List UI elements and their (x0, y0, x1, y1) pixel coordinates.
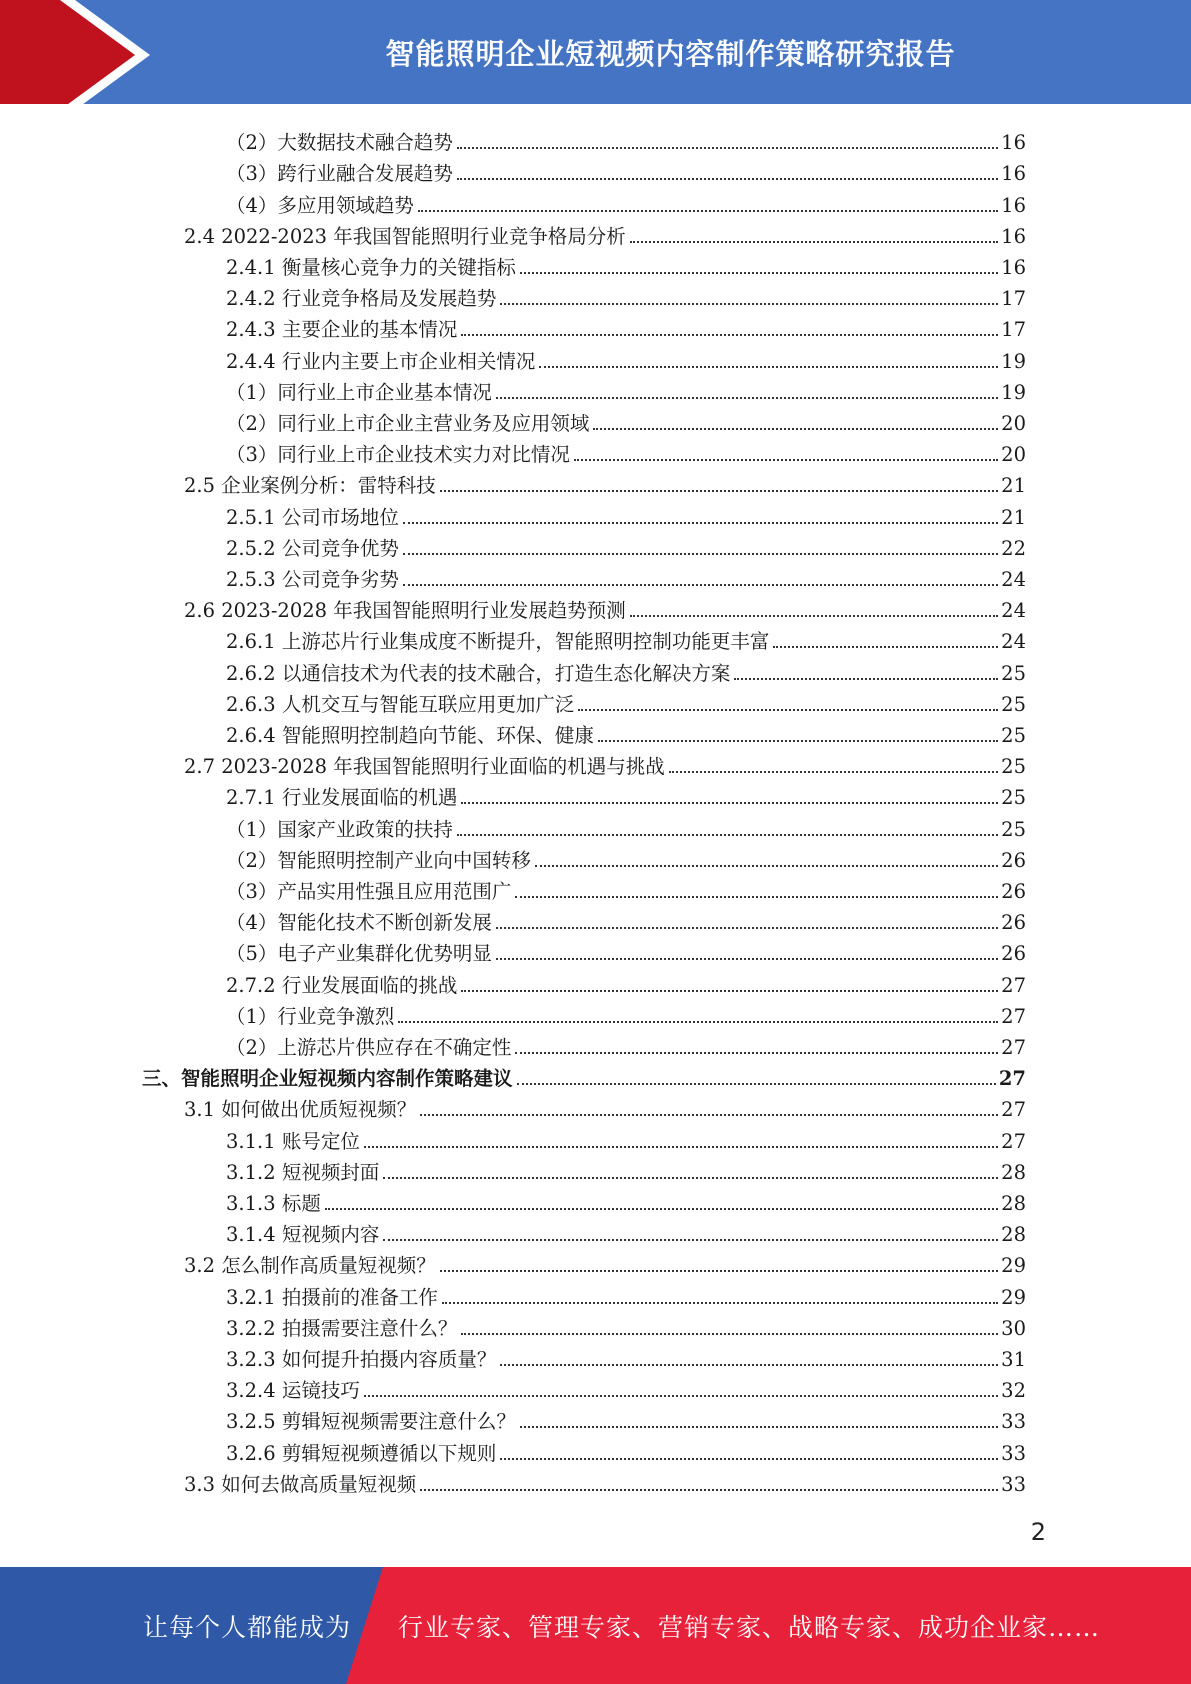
toc-entry-label: 2.6.3 人机交互与智能互联应用更加广泛 (226, 692, 575, 716)
toc-entry-page: 28 (1001, 1160, 1026, 1184)
toc-entry-label: 2.7 2023-2028 年我国智能照明行业面临的机遇与挑战 (184, 755, 665, 779)
toc-entry-label: 2.5.3 公司竞争劣势 (226, 567, 399, 591)
toc-dot-leader (403, 553, 998, 555)
toc-dot-leader (630, 241, 998, 243)
toc-entry[interactable] (184, 751, 1026, 782)
toc-entry[interactable] (226, 720, 1026, 751)
toc-entry[interactable] (184, 1469, 1026, 1500)
toc-entry-label: 三、智能照明企业短视频内容制作策略建议 (142, 1067, 513, 1091)
toc-entry[interactable] (226, 1219, 1026, 1250)
toc-entry-label: （1）行业竞争激烈 (226, 1004, 395, 1028)
toc-entry-label: 3.1.4 短视频内容 (226, 1223, 380, 1247)
toc-entry[interactable] (226, 1437, 1026, 1468)
toc-entry-page: 32 (1001, 1379, 1026, 1403)
toc-dot-leader (593, 428, 998, 430)
toc-entry-page: 27 (1001, 1004, 1026, 1028)
toc-entry[interactable] (226, 907, 1026, 938)
toc-entry-label: （2）智能照明控制产业向中国转移 (226, 848, 531, 872)
toc-dot-leader (383, 1239, 998, 1241)
toc-entry-label: （2）上游芯片供应存在不确定性 (226, 1035, 512, 1059)
toc-entry-label: 2.4.2 行业竞争格局及发展趋势 (226, 287, 497, 311)
toc-dot-leader (598, 740, 998, 742)
toc-entry-label: 3.2.5 剪辑短视频需要注意什么？ (226, 1410, 516, 1434)
toc-entry[interactable] (226, 657, 1026, 688)
toc-entry-page: 28 (1001, 1223, 1026, 1247)
toc-entry-page: 25 (1001, 817, 1026, 841)
toc-entry-label: 3.1.1 账号定位 (226, 1129, 360, 1153)
toc-dot-leader (457, 147, 998, 149)
toc-entry-label: 2.7.2 行业发展面临的挑战 (226, 973, 458, 997)
toc-dot-leader (364, 1146, 998, 1148)
toc-entry[interactable] (226, 813, 1026, 844)
toc-dot-leader (457, 834, 998, 836)
toc-entry-label: 3.2.6 剪辑短视频遵循以下规则 (226, 1441, 497, 1465)
toc-entry-label: 3.2.2 拍摄需要注意什么？ (226, 1316, 458, 1340)
toc-entry-page: 19 (1001, 349, 1026, 373)
toc-entry[interactable] (226, 564, 1026, 595)
toc-dot-leader (500, 1364, 998, 1366)
toc-dot-leader (440, 1270, 998, 1272)
toc-dot-leader (398, 1021, 998, 1023)
toc-dot-leader (539, 366, 998, 368)
toc-entry-label: （2）大数据技术融合趋势 (226, 131, 453, 155)
toc-entry-page: 24 (1001, 567, 1026, 591)
footer-slogan-right: 行业专家、管理专家、营销专家、战略专家、成功企业家…… (398, 1612, 1101, 1642)
toc-entry[interactable] (226, 127, 1026, 158)
toc-entry[interactable] (226, 501, 1026, 532)
toc-entry[interactable] (142, 1063, 1026, 1094)
page-header (0, 0, 1191, 110)
toc-entry-page: 19 (1001, 380, 1026, 404)
toc-entry[interactable] (226, 1157, 1026, 1188)
toc-entry-label: （3）跨行业融合发展趋势 (226, 162, 453, 186)
toc-entry-label: 3.2 怎么制作高质量短视频？ (184, 1254, 436, 1278)
toc-entry-page: 16 (1001, 162, 1026, 186)
toc-entry[interactable] (226, 1032, 1026, 1063)
toc-dot-leader (515, 1052, 998, 1054)
toc-entry-page: 26 (1001, 942, 1026, 966)
toc-entry-page: 25 (1001, 755, 1026, 779)
toc-entry-page: 29 (1001, 1254, 1026, 1278)
toc-entry-page: 21 (1001, 474, 1026, 498)
toc-dot-leader (440, 490, 998, 492)
toc-entry-label: 3.2.3 如何提升拍摄内容质量？ (226, 1347, 497, 1371)
toc-entry-page: 25 (1001, 692, 1026, 716)
toc-entry-page: 33 (1001, 1472, 1026, 1496)
toc-entry-page: 24 (1001, 599, 1026, 623)
toc-entry-page: 27 (998, 1067, 1026, 1091)
toc-entry-label: （3）同行业上市企业技术实力对比情况 (226, 443, 570, 467)
toc-entry-label: 2.4.1 衡量核心竞争力的关键指标 (226, 255, 516, 279)
toc-dot-leader (578, 709, 998, 711)
toc-entry[interactable] (226, 439, 1026, 470)
toc-entry-label: 2.5.1 公司市场地位 (226, 505, 399, 529)
toc-dot-leader (669, 771, 998, 773)
toc-entry-page: 16 (1001, 193, 1026, 217)
toc-dot-leader (325, 1208, 998, 1210)
toc-entry-label: （1）同行业上市企业基本情况 (226, 380, 492, 404)
toc-dot-leader (517, 1083, 996, 1085)
toc-entry-label: 2.4 2022-2023 年我国智能照明行业竞争格局分析 (184, 224, 626, 248)
toc-entry-label: 2.6 2023-2028 年我国智能照明行业发展趋势预测 (184, 599, 626, 623)
toc-entry[interactable] (184, 221, 1026, 252)
toc-dot-leader (383, 1177, 998, 1179)
toc-entry-page: 27 (1001, 1129, 1026, 1153)
toc-entry[interactable] (226, 1344, 1026, 1375)
toc-entry-label: 2.6.4 智能照明控制趋向节能、环保、健康 (226, 723, 594, 747)
toc-dot-leader (734, 678, 998, 680)
toc-dot-leader (773, 646, 998, 648)
toc-entry-label: 3.1.2 短视频封面 (226, 1160, 380, 1184)
toc-entry-label: 2.5.2 公司竞争优势 (226, 536, 399, 560)
toc-entry-label: 3.2.4 运镜技巧 (226, 1379, 360, 1403)
toc-dot-leader (574, 459, 998, 461)
toc-entry-page: 28 (1001, 1191, 1026, 1215)
toc-entry-label: 2.7.1 行业发展面临的机遇 (226, 786, 458, 810)
toc-dot-leader (403, 584, 998, 586)
toc-entry[interactable] (226, 1406, 1026, 1437)
toc-entry-page: 26 (1001, 848, 1026, 872)
toc-entry[interactable] (226, 969, 1026, 1000)
toc-entry[interactable] (226, 1313, 1026, 1344)
toc-entry-label: 2.4.4 行业内主要上市企业相关情况 (226, 349, 536, 373)
toc-dot-leader (496, 958, 998, 960)
toc-entry-label: （2）同行业上市企业主营业务及应用领域 (226, 411, 590, 435)
toc-entry-label: （5）电子产业集群化优势明显 (226, 942, 492, 966)
toc-entry-page: 25 (1001, 661, 1026, 685)
toc-entry[interactable] (226, 345, 1026, 376)
toc-dot-leader (461, 802, 998, 804)
toc-entry[interactable] (226, 314, 1026, 345)
toc-entry[interactable] (226, 189, 1026, 220)
toc-entry[interactable] (226, 252, 1026, 283)
toc-dot-leader (496, 397, 998, 399)
toc-entry-page: 17 (1001, 318, 1026, 342)
toc-dot-leader (515, 896, 998, 898)
toc-dot-leader (461, 1333, 998, 1335)
toc-entry[interactable] (184, 1094, 1026, 1125)
toc-dot-leader (520, 272, 998, 274)
toc-entry[interactable] (184, 595, 1026, 626)
toc-dot-leader (461, 334, 998, 336)
toc-dot-leader (364, 1395, 998, 1397)
toc-entry[interactable] (226, 408, 1026, 439)
page-number: 2 (1030, 1518, 1046, 1546)
toc-dot-leader (630, 615, 998, 617)
toc-entry[interactable] (226, 1125, 1026, 1156)
toc-entry-label: 2.4.3 主要企业的基本情况 (226, 318, 458, 342)
toc-entry[interactable] (226, 283, 1026, 314)
toc-entry[interactable] (226, 845, 1026, 876)
toc-entry-page: 20 (1001, 411, 1026, 435)
report-title: 智能照明企业短视频内容制作策略研究报告 (385, 36, 956, 71)
footer-slogan-left: 让每个人都能成为 (143, 1612, 352, 1642)
toc-entry-label: 2.6.1 上游芯片行业集成度不断提升，智能照明控制功能更丰富 (226, 630, 770, 654)
toc-dot-leader (520, 1426, 998, 1428)
toc-entry-label: 3.2.1 拍摄前的准备工作 (226, 1285, 438, 1309)
toc-dot-leader (403, 522, 998, 524)
toc-entry-page: 16 (1001, 131, 1026, 155)
toc-entry-page: 33 (1001, 1441, 1026, 1465)
toc-entry-page: 16 (1001, 255, 1026, 279)
toc-entry[interactable] (226, 1281, 1026, 1312)
toc-dot-leader (420, 1114, 998, 1116)
toc-entry-page: 16 (1001, 224, 1026, 248)
toc-entry-page: 20 (1001, 443, 1026, 467)
toc-entry-label: 3.1 如何做出优质短视频？ (184, 1098, 417, 1122)
toc-entry-label: 3.3 如何去做高质量短视频 (184, 1472, 417, 1496)
toc-entry-page: 22 (1001, 536, 1026, 560)
toc-entry-page: 25 (1001, 723, 1026, 747)
toc-entry-page: 26 (1001, 879, 1026, 903)
toc-entry[interactable] (226, 377, 1026, 408)
toc-entry[interactable] (226, 876, 1026, 907)
toc-dot-leader (500, 303, 998, 305)
toc-dot-leader (420, 1489, 998, 1491)
toc-dot-leader (496, 927, 998, 929)
toc-entry-label: （3）产品实用性强且应用范围广 (226, 879, 512, 903)
toc-dot-leader (418, 210, 998, 212)
toc-entry-page: 26 (1001, 911, 1026, 935)
toc-entry-page: 27 (1001, 1035, 1026, 1059)
toc-entry[interactable] (226, 782, 1026, 813)
toc-entry-page: 24 (1001, 630, 1026, 654)
toc-dot-leader (461, 990, 998, 992)
toc-entry-label: 2.5 企业案例分析：雷特科技 (184, 474, 436, 498)
toc-entry[interactable] (184, 470, 1026, 501)
page-footer (0, 1567, 1191, 1684)
toc-dot-leader (457, 178, 998, 180)
toc-entry-page: 27 (1001, 973, 1026, 997)
toc-entry-page: 25 (1001, 786, 1026, 810)
toc-entry-page: 29 (1001, 1285, 1026, 1309)
toc-entry-page: 21 (1001, 505, 1026, 529)
toc-entry[interactable] (184, 1250, 1026, 1281)
toc-entry-label: 2.6.2 以通信技术为代表的技术融合，打造生态化解决方案 (226, 661, 731, 685)
toc-entry-page: 31 (1001, 1347, 1026, 1371)
toc-entry-label: （4）智能化技术不断创新发展 (226, 911, 492, 935)
toc-entry-page: 17 (1001, 287, 1026, 311)
toc-entry[interactable] (226, 626, 1026, 657)
toc-entry[interactable] (226, 1188, 1026, 1219)
toc-entry-label: （1）国家产业政策的扶持 (226, 817, 453, 841)
toc-entry-label: （4）多应用领域趋势 (226, 193, 414, 217)
toc-entry-label: 3.1.3 标题 (226, 1191, 321, 1215)
toc-dot-leader (535, 865, 998, 867)
toc-entry[interactable] (226, 689, 1026, 720)
toc-entry-page: 30 (1001, 1316, 1026, 1340)
toc-entry-page: 27 (1001, 1098, 1026, 1122)
toc-dot-leader (500, 1458, 998, 1460)
toc-entry[interactable] (226, 1001, 1026, 1032)
toc-entry[interactable] (226, 1375, 1026, 1406)
toc-entry-page: 33 (1001, 1410, 1026, 1434)
toc-entry[interactable] (226, 158, 1026, 189)
toc-entry[interactable] (226, 533, 1026, 564)
toc-entry[interactable] (226, 938, 1026, 969)
toc-dot-leader (442, 1302, 998, 1304)
